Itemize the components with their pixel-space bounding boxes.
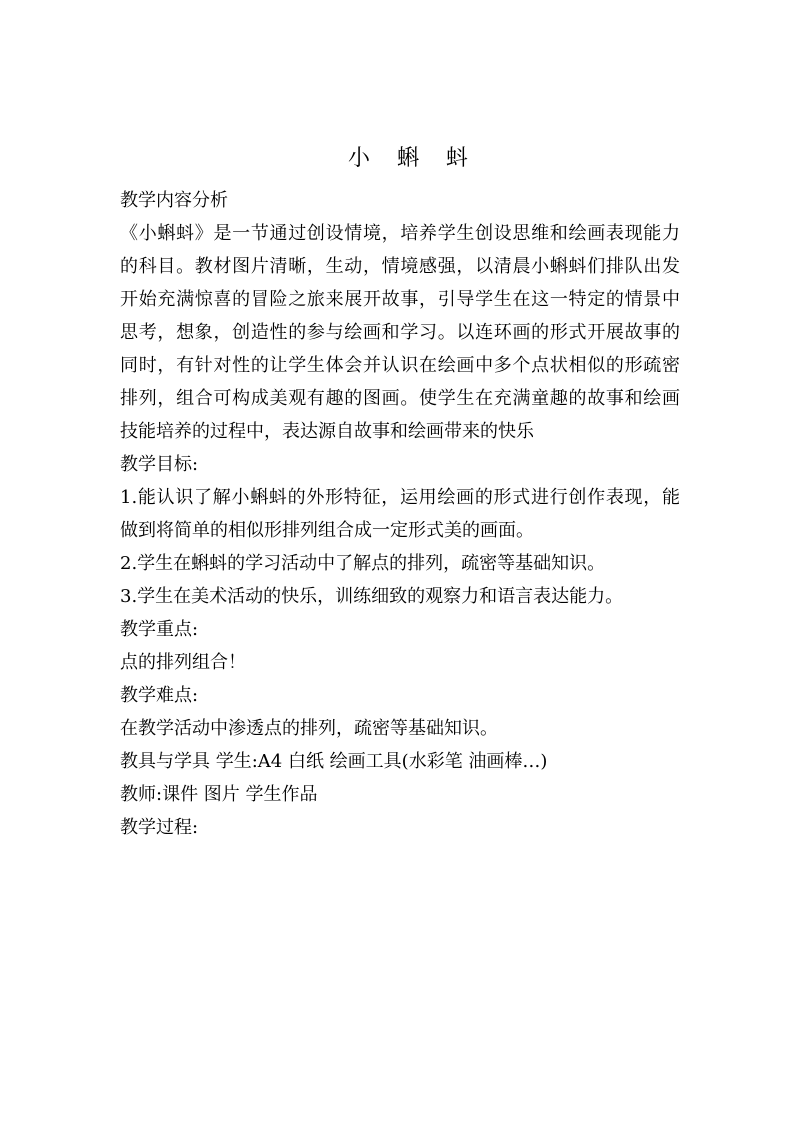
paragraph-line: 《小蝌蚪》是一节通过创设情境，培养学生创设思维和绘画表现能力: [120, 223, 680, 244]
goal-item: 3.学生在美术活动的快乐，训练细致的观察力和语言表达能力。: [120, 586, 624, 607]
paragraph-line: 开始充满惊喜的冒险之旅来展开故事，引导学生在这一特定的情景中: [120, 289, 680, 310]
materials-teacher: 教师:课件 图片 学生作品: [120, 784, 318, 805]
goal-item: 2.学生在蝌蚪的学习活动中了解点的排列，疏密等基础知识。: [120, 553, 606, 574]
paragraph-line: 排列，组合可构成美观有趣的图画。使学生在充满童趣的故事和绘画: [120, 388, 680, 409]
key-point-text: 点的排列组合！: [120, 652, 246, 673]
paragraph-line: 思考，想象，创造性的参与绘画和学习。以连环画的形式开展故事的: [120, 322, 680, 343]
goal-item: 1.能认识了解小蝌蚪的外形特征，运用绘画的形式进行创作表现，能: [120, 487, 680, 508]
section-heading-content-analysis: 教学内容分析: [120, 190, 228, 211]
goal-item-continued: 做到将简单的相似形排列组合成一定形式美的画面。: [120, 520, 534, 541]
document-body: [120, 184, 680, 844]
paragraph-line: 同时，有针对性的让学生体会并认识在绘画中多个点状相似的形疏密: [120, 355, 680, 376]
section-heading-key-points: 教学重点:: [120, 619, 199, 640]
section-heading-goals: 教学目标:: [120, 454, 199, 475]
materials-student: 教具与学具 学生:A4 白纸 绘画工具(水彩笔 油画棒…): [120, 751, 548, 772]
paragraph-line: 的科目。教材图片清晰，生动，情境感强，以清晨小蝌蚪们排队出发: [120, 256, 680, 277]
paragraph-line: 技能培养的过程中，表达源自故事和绘画带来的快乐: [120, 421, 534, 442]
difficulty-text: 在教学活动中渗透点的排列，疏密等基础知识。: [120, 718, 498, 739]
document-title: 小 蝌 蚪: [348, 146, 478, 171]
section-heading-difficulties: 教学难点:: [120, 685, 199, 706]
section-heading-process: 教学过程:: [120, 817, 199, 838]
